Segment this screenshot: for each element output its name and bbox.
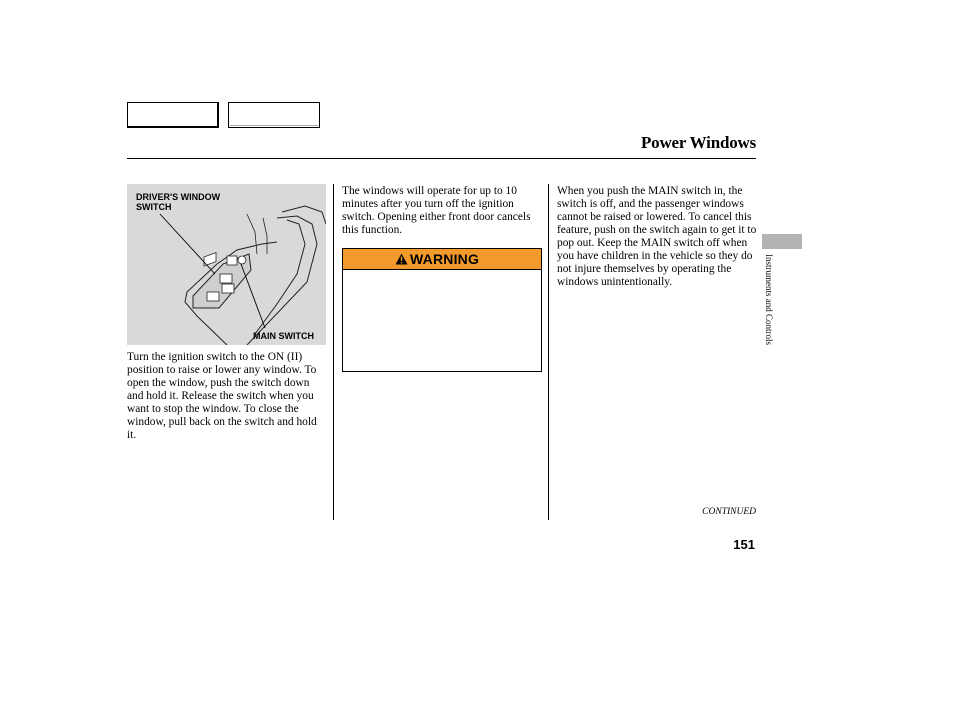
warning-label: WARNING xyxy=(410,251,480,267)
main-switch-info-text: When you push the MAIN switch in, the switch is off, and the passenger windows cannot be raised or lowered. To cancel this feature, push on the switch again to get it to pop out. Keep the MAIN switch off when you have children in the vehicle so they do not injure themselves by operating the windows unintentionally. xyxy=(557,185,757,288)
warning-box xyxy=(342,248,542,372)
page-title: Power Windows xyxy=(640,133,756,152)
driver-window-switch-callout: DRIVER'S WINDOW SWITCH xyxy=(136,192,221,212)
column-divider-1 xyxy=(333,184,334,520)
window-switch-illustration xyxy=(127,184,326,345)
page-number: 151 xyxy=(733,537,755,552)
operation-instructions-text: Turn the ignition switch to the ON (II) position to raise or lower any window. To open the window, push the switch down and hold it. Release the switch when you want to stop the window. To close the window, pull back on the switch and hold it. xyxy=(127,351,317,441)
warning-header xyxy=(343,249,541,270)
title-divider xyxy=(127,158,756,159)
continued-label: CONTINUED xyxy=(702,507,756,517)
warning-triangle-icon xyxy=(395,253,408,265)
column-divider-2 xyxy=(548,184,549,520)
section-label: Instruments and Controls xyxy=(764,254,774,345)
main-switch-callout: MAIN SWITCH xyxy=(253,331,314,341)
section-tab[interactable] xyxy=(762,234,802,249)
nav-box-main-menu[interactable] xyxy=(127,102,219,128)
nav-box-index[interactable] xyxy=(228,102,320,128)
timeout-info-text: The windows will operate for up to 10 minutes after you turn off the ignition switch. Opening either front door cancels this function. xyxy=(342,185,531,236)
